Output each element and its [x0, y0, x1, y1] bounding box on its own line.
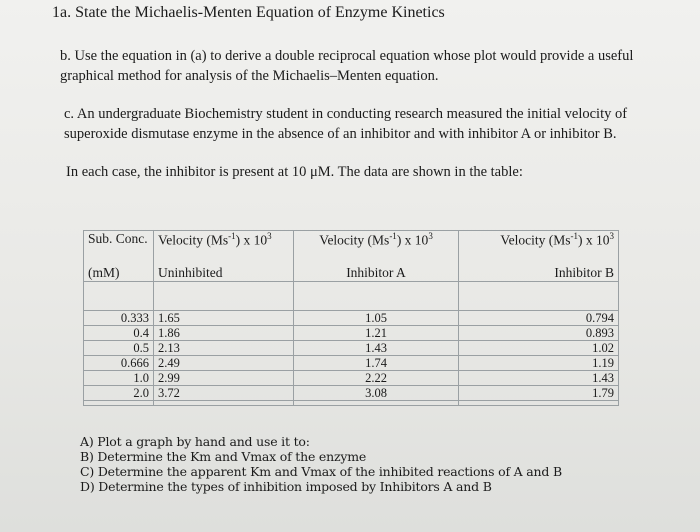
- header-sub-conc-label: Sub. Conc.: [88, 231, 148, 246]
- table-row: [84, 341, 619, 356]
- data-table-container: [83, 230, 618, 413]
- gap-cell: [154, 282, 294, 311]
- table-body: [84, 311, 619, 406]
- table-row: [84, 371, 619, 386]
- inhibitor-a-cell: 2.22: [294, 371, 459, 386]
- uninhibited-cell: 2.49: [154, 356, 294, 371]
- table-row: [84, 386, 619, 401]
- end-cell: [154, 401, 294, 406]
- inhibitor-b-cell: 0.794: [459, 311, 619, 326]
- task-b: B) Determine the Km and Vmax of the enzyme: [80, 449, 367, 464]
- header-sub-conc: [84, 231, 154, 266]
- sub-conc-cell: 0.5: [84, 341, 154, 356]
- sub-conc-cell: 0.666: [84, 356, 154, 371]
- task-a: A) Plot a graph by hand and use it to:: [80, 434, 310, 449]
- header-velocity-inhibitor-a: [294, 231, 459, 266]
- velocity-data-table: [83, 230, 619, 406]
- header-inhibitor-b: Inhibitor B: [459, 265, 619, 282]
- sub-conc-cell: 0.4: [84, 326, 154, 341]
- table-row: [84, 326, 619, 341]
- table-row: [84, 356, 619, 371]
- inhibitor-a-cell: 1.05: [294, 311, 459, 326]
- table-header-row: [84, 231, 619, 266]
- table-row: [84, 311, 619, 326]
- end-cell: [459, 401, 619, 406]
- velocity-label: Velocity (Ms: [158, 232, 229, 248]
- inhibitor-note: In each case, the inhibitor is present at 10 μM. The data are shown in the table:: [66, 164, 523, 180]
- velocity-times: ) x 10: [235, 232, 268, 248]
- velocity-scale-exp: 3: [609, 231, 614, 241]
- velocity-scale-exp: 3: [267, 231, 272, 241]
- task-list: [80, 434, 562, 494]
- velocity-label: Velocity (Ms: [319, 232, 390, 248]
- question-1a: 1a. State the Michaelis-Menten Equation of Enzyme Kinetics: [52, 4, 445, 21]
- inhibitor-b-cell: 0.893: [459, 326, 619, 341]
- velocity-times: ) x 10: [578, 232, 610, 248]
- velocity-times: ) x 10: [396, 232, 429, 248]
- header-velocity-inhibitor-b: [459, 231, 619, 266]
- velocity-unit-exp: -1: [389, 231, 397, 241]
- uninhibited-cell: 1.86: [154, 326, 294, 341]
- header-inhibitor-a: Inhibitor A: [294, 265, 459, 282]
- table-subheader-row: [84, 265, 619, 282]
- uninhibited-cell: 1.65: [154, 311, 294, 326]
- sub-conc-cell: 1.0: [84, 371, 154, 386]
- inhibitor-b-cell: 1.43: [459, 371, 619, 386]
- question-1c: c. An undergraduate Biochemistry student in conducting research measured the initial velocity of superoxide dismutase enzyme in the absence of an inhibitor and with inhibitor A or inhibitor B.: [64, 106, 628, 142]
- gap-cell: [294, 282, 459, 311]
- question-1b: b. Use the equation in (a) to derive a double reciprocal equation whose plot would provide a useful graphical method for analysis of the Michaelis–Menten equation.: [60, 48, 634, 84]
- inhibitor-a-cell: 1.74: [294, 356, 459, 371]
- sub-conc-cell: 2.0: [84, 386, 154, 401]
- inhibitor-a-cell: 1.21: [294, 326, 459, 341]
- inhibitor-a-cell: 3.08: [294, 386, 459, 401]
- inhibitor-a-cell: 1.43: [294, 341, 459, 356]
- task-d: D) Determine the types of inhibition imposed by Inhibitors A and B: [80, 479, 492, 494]
- uninhibited-cell: 2.13: [154, 341, 294, 356]
- sub-conc-cell: 0.333: [84, 311, 154, 326]
- header-mm: (mM): [84, 265, 154, 282]
- end-cell: [84, 401, 154, 406]
- table-end-row: [84, 401, 619, 406]
- velocity-unit-exp: -1: [570, 231, 578, 241]
- inhibitor-b-cell: 1.19: [459, 356, 619, 371]
- gap-cell: [459, 282, 619, 311]
- uninhibited-cell: 2.99: [154, 371, 294, 386]
- task-c: C) Determine the apparent Km and Vmax of the inhibited reactions of A and B: [80, 464, 562, 479]
- inhibitor-b-cell: 1.02: [459, 341, 619, 356]
- velocity-unit-exp: -1: [228, 231, 236, 241]
- inhibitor-b-cell: 1.79: [459, 386, 619, 401]
- header-velocity-uninhibited: [154, 231, 294, 266]
- uninhibited-cell: 3.72: [154, 386, 294, 401]
- end-cell: [294, 401, 459, 406]
- velocity-label: Velocity (Ms: [500, 232, 571, 248]
- gap-cell: [84, 282, 154, 311]
- header-uninhibited: Uninhibited: [154, 265, 294, 282]
- table-gap-row: [84, 282, 619, 311]
- velocity-scale-exp: 3: [428, 231, 433, 241]
